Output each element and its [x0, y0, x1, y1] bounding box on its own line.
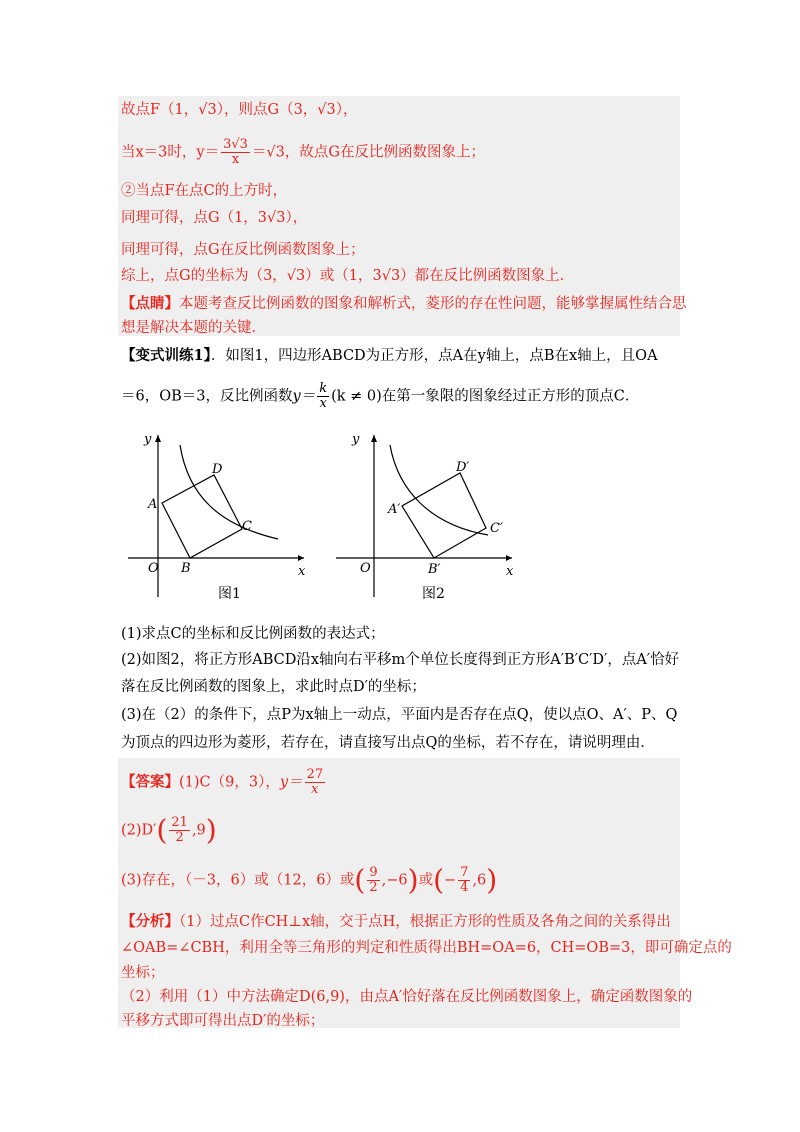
answer-label: 【答案】: [121, 773, 179, 791]
question-2-line-1: (2)如图2，将正方形ABCD沿x轴向右平移m个单位长度得到正方形A′B′C′D′，点A′恰好: [121, 652, 680, 668]
fig1-label-a: A: [148, 497, 158, 512]
problem-line-1: 【变式训练1】．如图1，四边形ABCD为正方形，点A在y轴上，点B在x轴上，且OA: [121, 347, 658, 364]
fig1-caption: 图1: [218, 586, 241, 602]
answer-line-1: 【答案】(1)C（9，3），y＝ $\frac{27}{x}$: [121, 767, 324, 797]
analysis-line-1: 【分析】（1）过点C作CH⊥x轴，交于点H，根据正方形的性质及各角之间的关系得出: [121, 913, 671, 930]
problem-label: 【变式训练1】: [121, 347, 211, 364]
question-3-line-2: 为顶点的四边形为菱形，若存在，请直接写出点Q的坐标，若不存在，请说明理由．: [121, 735, 655, 751]
fig2-caption: 图2: [422, 586, 445, 602]
analysis-line-5: 平移方式即可得出点D′的坐标；: [121, 1013, 325, 1029]
fig1-label-d: D: [212, 462, 223, 477]
question-1: (1)求点C的坐标和反比例函数的表达式；: [121, 626, 385, 642]
solution-line-6: 综上，点G的坐标为（3，√3）或（1，3√3）都在反比例函数图象上．: [121, 268, 575, 284]
question-3-line-1: (3)在（2）的条件下，点P为x轴上一动点，平面内是否存在点Q，使以点O、A′、P、Q: [121, 707, 678, 723]
analysis-line-2: ∠OAB=∠CBH，利用全等三角形的判定和性质得出BH=OA=6，CH=OB=3，即可确定点的: [121, 940, 732, 956]
fig1-origin: O: [148, 561, 159, 576]
fig2-label-a: A′: [388, 502, 401, 517]
solution-line-4: 同理可得，点G（1，3√3），: [121, 210, 308, 226]
fig2-axis-y: y: [352, 432, 360, 447]
comment-line-2: 想是解决本题的关键．: [121, 320, 266, 336]
analysis-line-4: （2）利用（1）中方法确定D(6,9)，由点A′恰好落在反比例函数图象上，确定函数图象的: [121, 989, 693, 1005]
question-2-line-2: 落在反比例函数的图象上，求此时点D′的坐标；: [121, 679, 426, 695]
fig2-label-d: D′: [456, 460, 470, 475]
fig2-origin: O: [360, 561, 371, 576]
fig1-axis-x: x: [298, 564, 306, 579]
fig1-label-b: B: [181, 561, 191, 576]
solution-line-2: 当x＝3时，y＝ $\frac{3√3}{x}$ ＝√3，故点G在反比例函数图象上；: [121, 137, 485, 167]
fig2-axis-x: x: [506, 564, 514, 579]
fig1-label-c: C: [242, 519, 252, 534]
fig2-label-b: B′: [428, 562, 441, 577]
figure-1: [118, 425, 318, 610]
figure-2: [330, 425, 530, 610]
comment-label: 【点睛】: [121, 295, 179, 312]
solution-line-1: 故点F（1，√3），则点G（3，√3），: [121, 102, 358, 118]
analysis-line-3: 坐标；: [121, 965, 165, 981]
solution-line-3: ②当点F在点C的上方时，: [121, 183, 288, 199]
answer-line-3: (3)存在，（－3，6）或（12，6）或( $\frac{9}{2}$ ,−6)或(− $\frac{7}{4}$ ,6): [121, 863, 498, 897]
solution-line-5: 同理可得，点G在反比例函数图象上；: [121, 242, 365, 258]
comment-line-1: 【点睛】本题考查反比例函数的图象和解析式，菱形的存在性问题，能够掌握属性结合思: [121, 295, 687, 312]
analysis-label: 【分析】: [121, 913, 179, 930]
fig1-axis-y: y: [144, 432, 152, 447]
problem-line-2: ＝6，OB＝3，反比例函数y＝ $\frac{k}{x}$ (k ≠ 0)在第一象限的图象经过正方形的顶点C．: [121, 381, 640, 411]
answer-line-2: (2)D′( $\frac{21}{2}$ ,9): [121, 813, 217, 847]
fig2-label-c: C′: [490, 521, 503, 536]
